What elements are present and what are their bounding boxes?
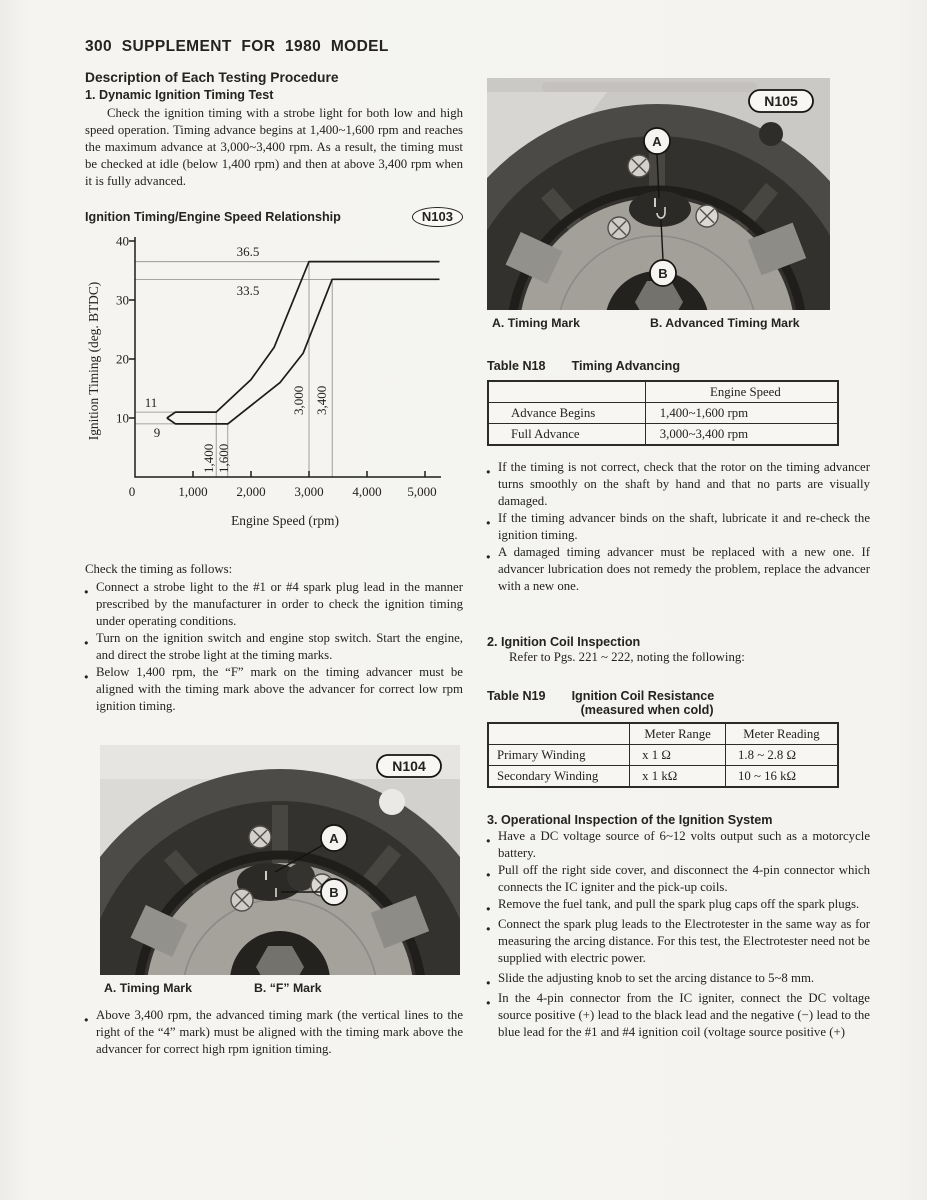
svg-text:B: B [658, 266, 668, 281]
bullet-item: ● Pull off the right side cover, and disconnect the 4-pin connector which connects the IC igniter and the pick-up coils. [487, 862, 870, 896]
operational-inspection-bullets [487, 828, 870, 1041]
check-heading: Check the timing as follows: [85, 562, 233, 576]
svg-text:3,000: 3,000 [294, 484, 324, 499]
table-cell: x 1 kΩ [630, 766, 726, 788]
bullet-item: ● Slide the adjusting knob to set the arcing distance to 5~8 mm. [487, 970, 870, 987]
svg-text:36.5: 36.5 [236, 244, 260, 259]
chart-axes [129, 237, 441, 477]
section3-title: 3. Operational Inspection of the Ignition System [487, 813, 773, 827]
svg-text:5,000: 5,000 [407, 484, 437, 499]
timing-window [629, 191, 691, 227]
svg-text:B: B [329, 885, 339, 900]
svg-text:N104: N104 [392, 758, 426, 774]
svg-text:20: 20 [116, 351, 129, 367]
bullet-item: ● If the timing advancer binds on the shaft, lubricate it and re-check the ignition timing. [487, 510, 870, 544]
svg-text:33.5: 33.5 [236, 283, 260, 298]
table-cell: Secondary Winding [488, 766, 630, 788]
svg-text:1,400: 1,400 [201, 443, 216, 473]
table-title: Timing Advancing [571, 359, 681, 373]
bullet-item: ● Above 3,400 rpm, the advanced timing mark (the vertical lines to the right of the “4” mark) must be aligned with the timing mark above the advancer for correct high rpm ignition timing. [85, 1007, 463, 1058]
bullet-item: ● Remove the fuel tank, and pull the spark plug caps off the spark plugs. [487, 896, 870, 913]
svg-text:3,400: 3,400 [314, 385, 329, 415]
bullet-item: ● Have a DC voltage source of 6~12 volts output such as a motorcycle battery. [487, 828, 870, 862]
table-header-cell: Meter Reading [726, 723, 839, 745]
chart-title: Ignition Timing/Engine Speed Relationship [85, 210, 341, 224]
svg-text:40: 40 [116, 233, 129, 249]
table-title: Ignition Coil Resistance [571, 689, 715, 703]
svg-text:1,000: 1,000 [178, 484, 208, 499]
svg-text:1,600: 1,600 [216, 443, 231, 473]
table-subtitle: (measured when cold) [580, 703, 714, 717]
svg-text:10: 10 [116, 410, 129, 426]
bullet-item: ● Connect the spark plug leads to the Electrotester in the same way as for measuring the arcing distance. For this test, the Electrotester need not be supplied with electric power. [487, 916, 870, 967]
photo-n104-captions [85, 981, 463, 995]
x-axis-title: Engine Speed (rpm) [231, 513, 339, 528]
table-cell: 3,000~3,400 rpm [645, 424, 838, 446]
caption-f-mark: B. “F” Mark [254, 981, 322, 995]
svg-text:A: A [329, 831, 339, 846]
bullet-item: ● Connect a strobe light to the #1 or #4 spark plug lead in the manner prescribed by the manufacturer in order to check the ignition timing under operating conditions. [85, 579, 463, 630]
timing-chart [85, 229, 465, 535]
intro-paragraph: Check the ignition timing with a strobe light for both low and high speed operation. Timing advance begins at 1,400~1,600 rpm and reaches the maximum advance at 3,000~3,400 rpm. As a result, the timing must be checked at idle (below 1,400 rpm) and then at above 3,400 rpm when it is fully advanced. [85, 106, 463, 188]
photo-n105-captions [487, 316, 870, 330]
table-row [488, 766, 838, 788]
page-header: 300 SUPPLEMENT FOR 1980 MODEL [85, 38, 389, 55]
table-row [488, 381, 838, 403]
section2-text: Refer to Pgs. 221 ~ 222, noting the following: [509, 650, 745, 664]
table-cell: Primary Winding [488, 745, 630, 766]
advancer-bullets [487, 459, 870, 595]
table-cell: 10 ~ 16 kΩ [726, 766, 839, 788]
y-axis-title: Ignition Timing (deg. BTDC) [86, 281, 101, 441]
table-cell [488, 723, 630, 745]
table-cell [488, 381, 645, 403]
table-cell: x 1 Ω [630, 745, 726, 766]
bullet-item: ● If the timing is not correct, check that the rotor on the timing advancer turns smoothly on the shaft by hand and that no parts are visually damaged. [487, 459, 870, 510]
table-n19-caption [487, 689, 870, 717]
table-row [488, 745, 838, 766]
figure-badge-n103: N103 [412, 207, 463, 227]
caption-advanced-timing-mark: B. Advanced Timing Mark [650, 316, 800, 330]
svg-text:4,000: 4,000 [352, 484, 382, 499]
high-rpm-bullet-list [85, 1007, 463, 1058]
figure-badge-n105 [749, 90, 813, 112]
chart-title-row [85, 207, 463, 227]
svg-text:N105: N105 [764, 93, 798, 109]
bullet-item: ● A damaged timing advancer must be replaced with a new one. If advancer lubrication does not remedy the problem, replace the advancer with a new one. [487, 544, 870, 595]
bullet-item: ● In the 4-pin connector from the IC igniter, connect the DC voltage source positive (+) lead to the black lead and the negative (−) lead to the blue lead for the #1 and #4 ignition coil (voltage source positive (+) [487, 990, 870, 1041]
bullet-item: ● Turn on the ignition switch and engine stop switch. Start the engine, and direct the strobe light at the timing marks. [85, 630, 463, 664]
table-n19 [487, 722, 839, 788]
svg-text:30: 30 [116, 292, 129, 308]
table-n18 [487, 380, 839, 446]
svg-text:A: A [652, 134, 662, 149]
chart-reference-lines [135, 262, 439, 477]
table-cell: Advance Begins [488, 403, 645, 424]
section-title: Description of Each Testing Procedure [85, 70, 339, 85]
table-row [488, 403, 838, 424]
section2-title: 2. Ignition Coil Inspection [487, 635, 641, 649]
svg-text:9: 9 [153, 425, 161, 440]
table-cell: 1.8 ~ 2.8 Ω [726, 745, 839, 766]
table-row [488, 723, 838, 745]
caption-timing-mark: A. Timing Mark [492, 316, 580, 330]
table-label: Table N18 [487, 359, 546, 373]
y-tick-labels [116, 234, 129, 426]
table-row [488, 424, 838, 446]
table-header-cell: Meter Range [630, 723, 726, 745]
x-tick-labels [129, 484, 437, 499]
table-n18-caption [487, 359, 870, 373]
right-column [487, 78, 870, 1041]
table-header-cell: Engine Speed [645, 381, 838, 403]
table-label: Table N19 [487, 689, 546, 703]
svg-text:2,000: 2,000 [236, 484, 266, 499]
timing-check-bullets [85, 579, 463, 715]
bullet-item: ● Below 1,400 rpm, the “F” mark on the timing advancer must be aligned with the timing mark above the advancer for correct low rpm ignition timing. [85, 664, 463, 715]
left-column [85, 70, 463, 1058]
table-cell: 1,400~1,600 rpm [645, 403, 838, 424]
svg-text:11: 11 [144, 395, 158, 410]
procedure-title: 1. Dynamic Ignition Timing Test [85, 88, 274, 102]
table-cell: Full Advance [488, 424, 645, 446]
photo-n105 [487, 78, 830, 310]
caption-timing-mark: A. Timing Mark [104, 981, 192, 995]
photo-n104 [100, 745, 460, 975]
figure-badge-n104 [377, 755, 441, 777]
page-bleedthrough [542, 82, 757, 92]
svg-text:3,000: 3,000 [291, 385, 306, 415]
svg-text:0: 0 [128, 484, 136, 499]
